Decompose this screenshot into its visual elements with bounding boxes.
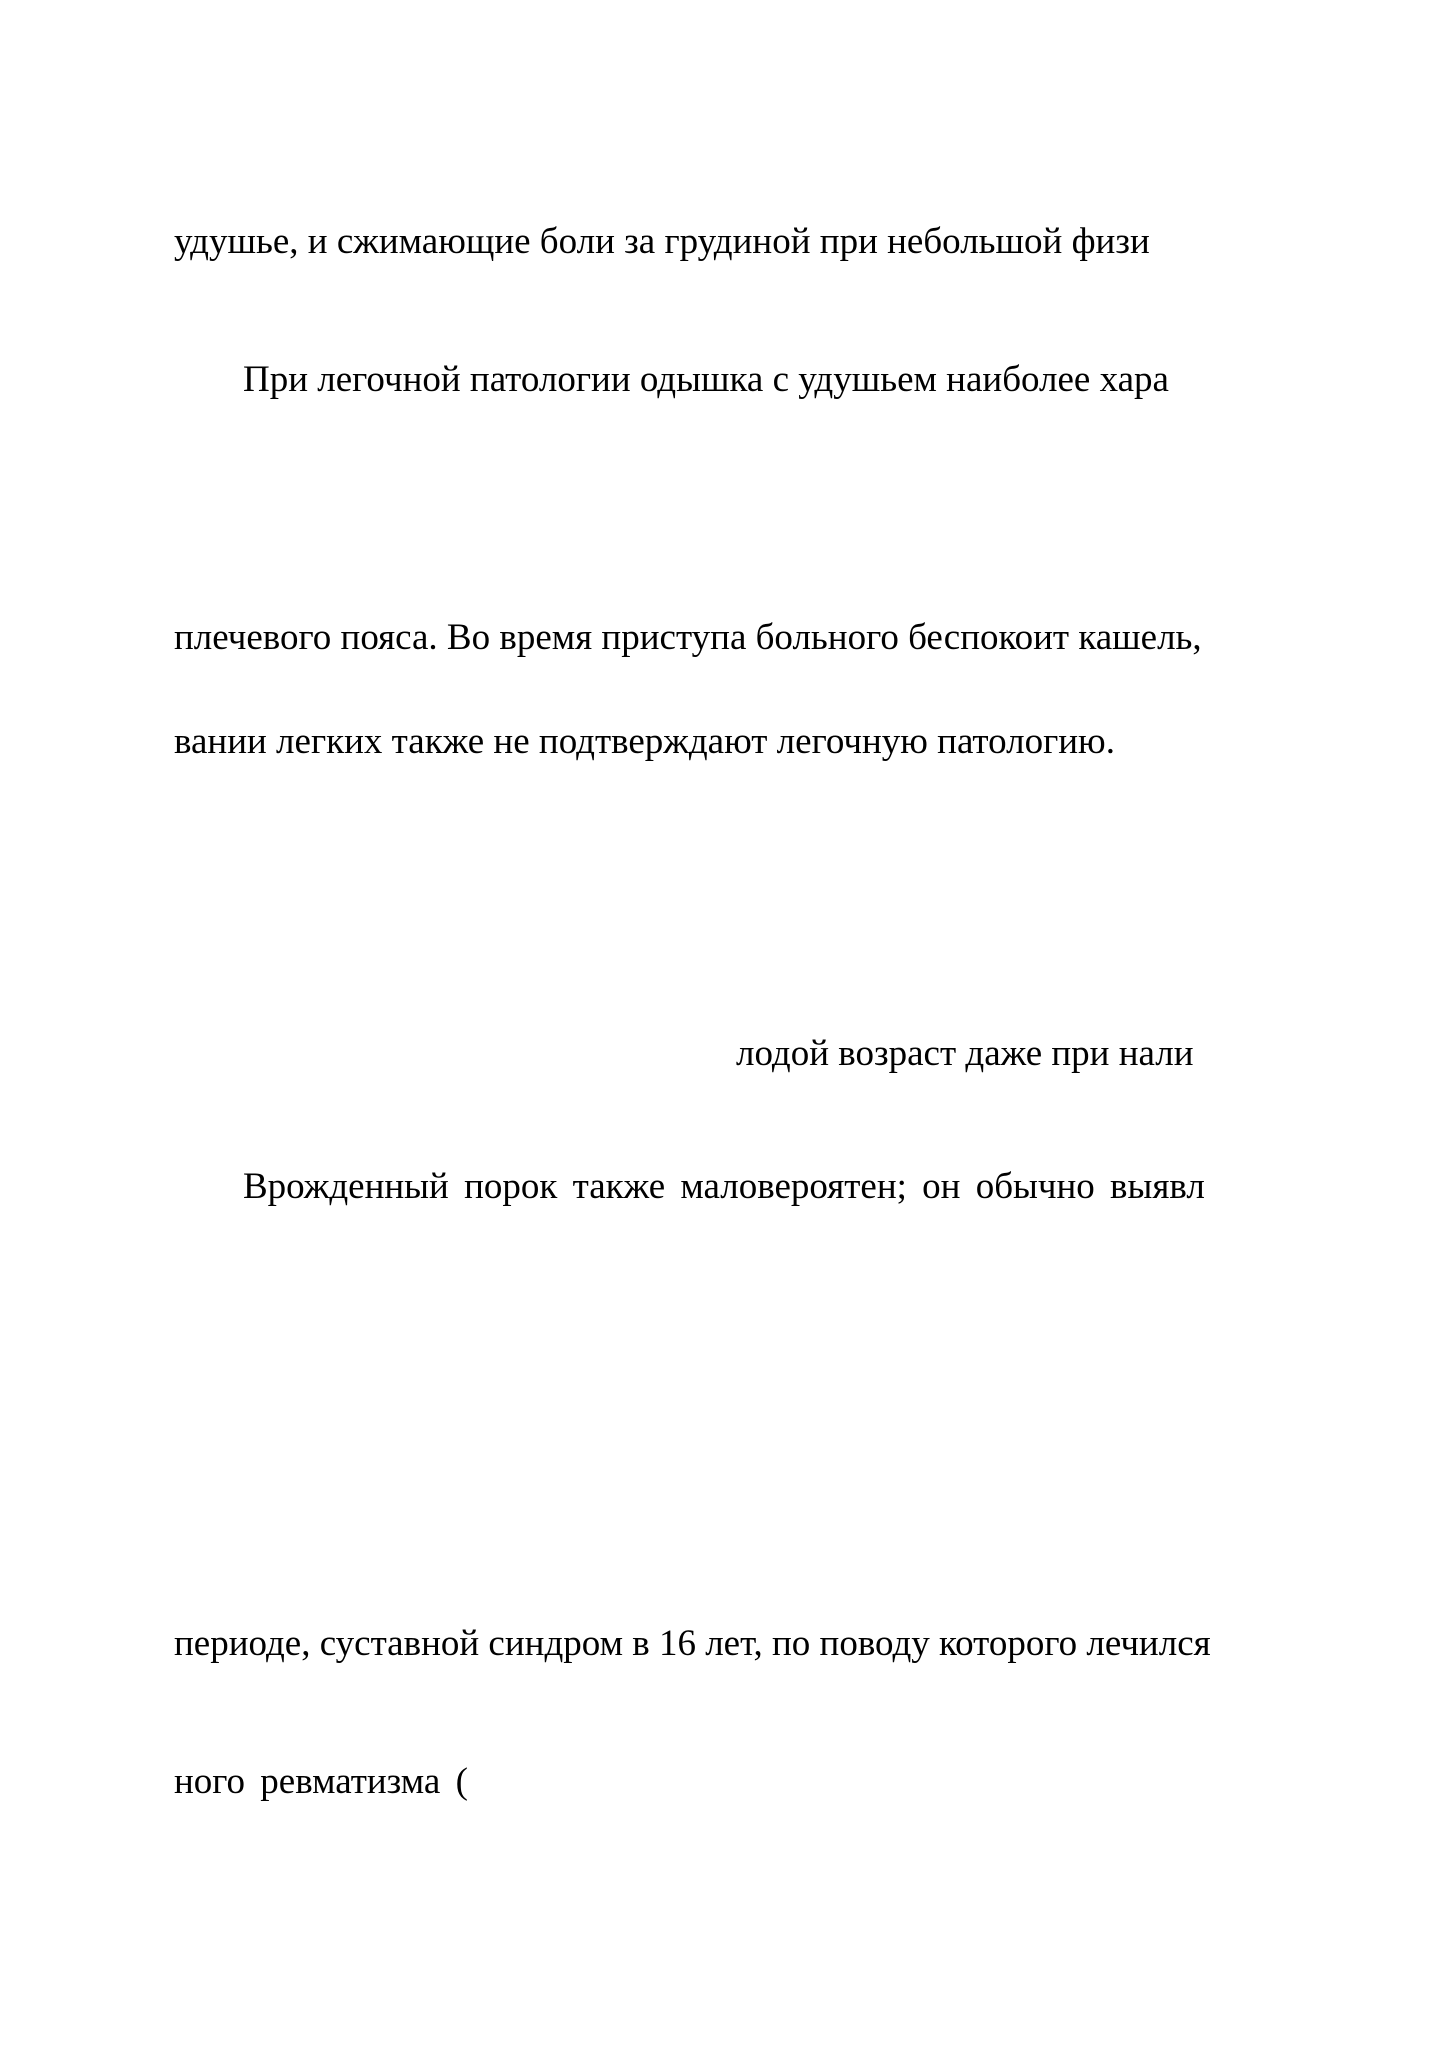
text-line-1: удушье, и сжимающие боли за грудиной при небольшой физи: [174, 221, 1150, 262]
text-line-3: плечевого пояса. Во время приступа больного беспокоит кашель,: [174, 617, 1202, 658]
text-line-8: ного ревматизма (: [174, 1761, 468, 1802]
text-line-5: лодой возраст даже при нали: [736, 1033, 1194, 1074]
text-line-6: Врожденный порок также маловероятен; он обычно выявл: [243, 1166, 1205, 1207]
text-line-2: При легочной патологии одышка с удушьем наиболее хара: [243, 359, 1169, 400]
text-line-7: периоде, суставной синдром в 16 лет, по поводу которого лечился: [174, 1623, 1211, 1664]
text-line-4: вании легких также не подтверждают легочную патологию.: [174, 721, 1115, 762]
